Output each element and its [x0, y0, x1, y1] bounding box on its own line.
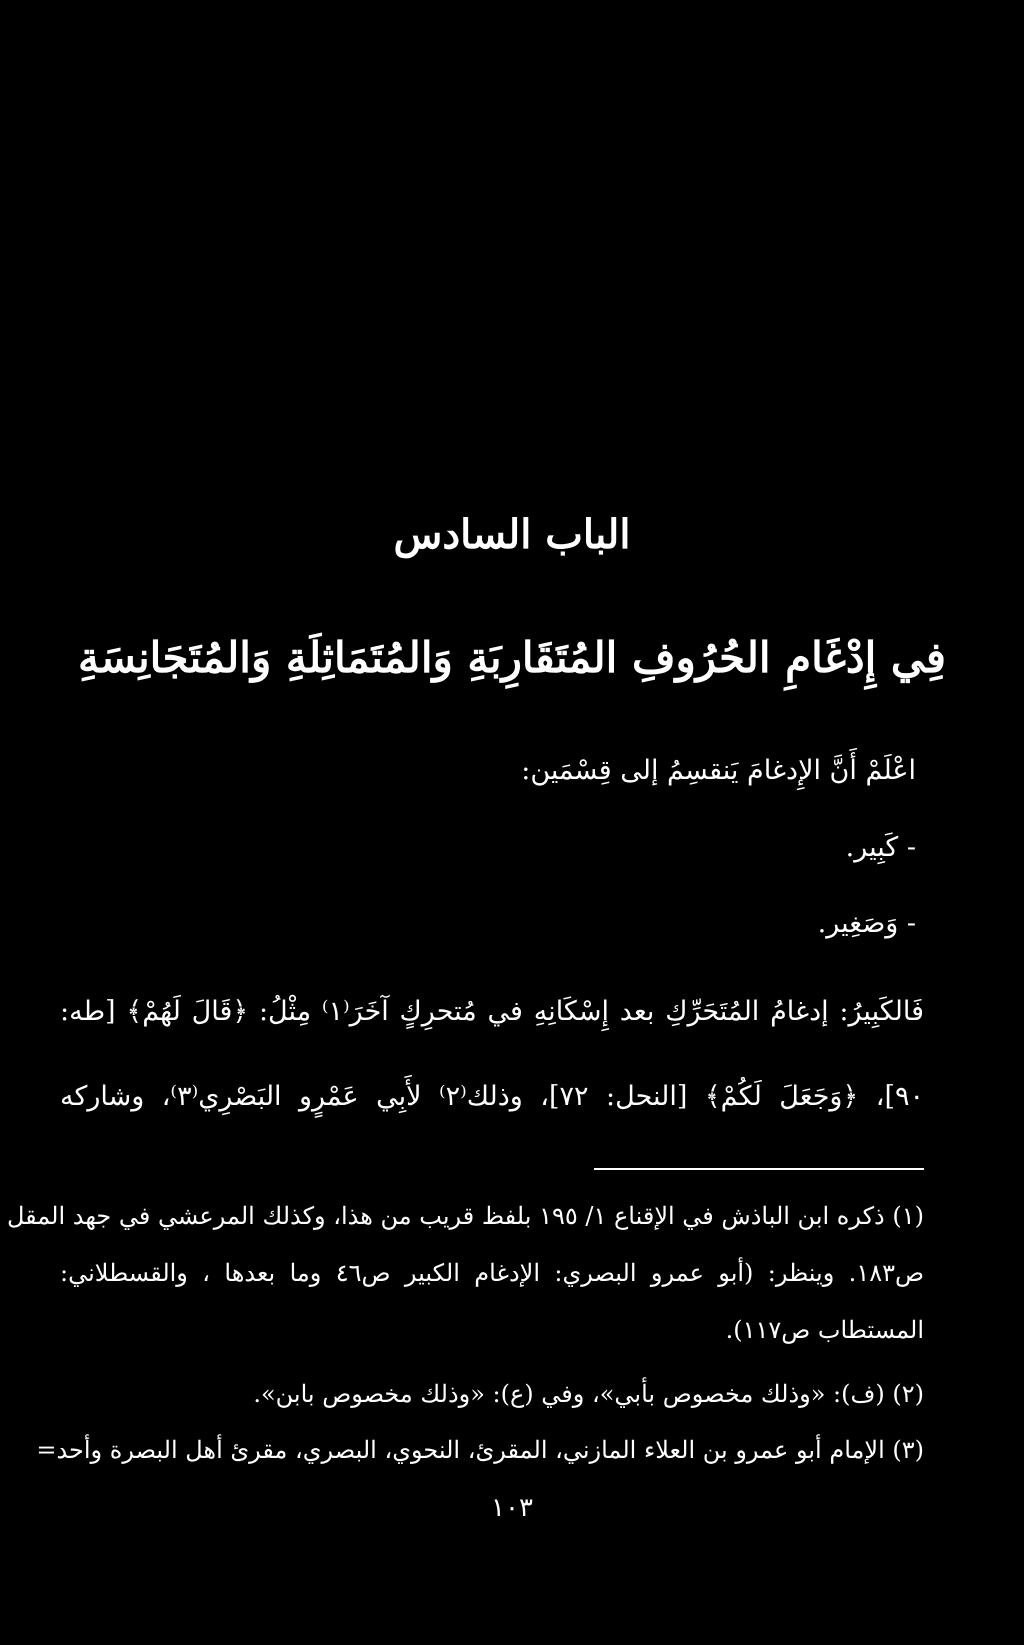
footnote-1-line-3: المستطاب ص١١٧).: [725, 1316, 924, 1344]
body-line-5: ٩٠]، ﴿وَجَعَلَ لَكُمْ﴾ [النحل: ٧٢]، وذلك⁽٢⁾ لأَبِي عَمْرٍو البَصْرِي⁽٣⁾، وشاركه: [60, 1081, 925, 1112]
footnote-1-line-1: (١) ذكره ابن الباذش في الإقناع ١/ ١٩٥ بلفظ قريب من هذا، وكذلك المرعشي في جهد المقل: [6, 1202, 924, 1230]
footnote-3: (٣) الإمام أبو عمرو بن العلاء المازني، المقرئ، النحوي، البصري، مقرئ أهل البصرة وأحد=: [36, 1436, 924, 1464]
body-line-4: فَالكَبِيرُ: إدغامُ المُتَحَرِّكِ بعد إِسْكَانِهِ في مُتحرِكٍ آخَرَ⁽١⁾ مِثْلُ: ﴿قَالَ لَهُمْ﴾ [طه:: [60, 996, 924, 1027]
body-line-1: اعْلَمْ أَنَّ الإِدغامَ يَنقسِمُ إلى قِسْمَين:: [521, 755, 916, 786]
footnote-2: (٢) (ف): «وذلك مخصوص بأبي»، وفي (ع): «وذلك مخصوص بابن».: [253, 1380, 924, 1408]
chapter-subtitle: فِي إِدْغَامِ الحُرُوفِ المُتَقَارِبَةِ وَالمُتَمَاثِلَةِ وَالمُتَجَانِسَةِ: [77, 633, 947, 682]
page-number: ١٠٣: [491, 1493, 533, 1523]
chapter-title: الباب السادس: [393, 511, 631, 558]
footnote-1-line-2: ص١٨٣. وينظر: (أبو عمرو البصري: الإدغام الكبير ص٤٦ وما بعدها ، والقسطلاني:: [60, 1259, 924, 1287]
footnote-divider: [594, 1168, 924, 1170]
body-line-2: - كَبِير.: [845, 832, 916, 863]
body-line-3: - وَصَغِير.: [817, 908, 916, 939]
